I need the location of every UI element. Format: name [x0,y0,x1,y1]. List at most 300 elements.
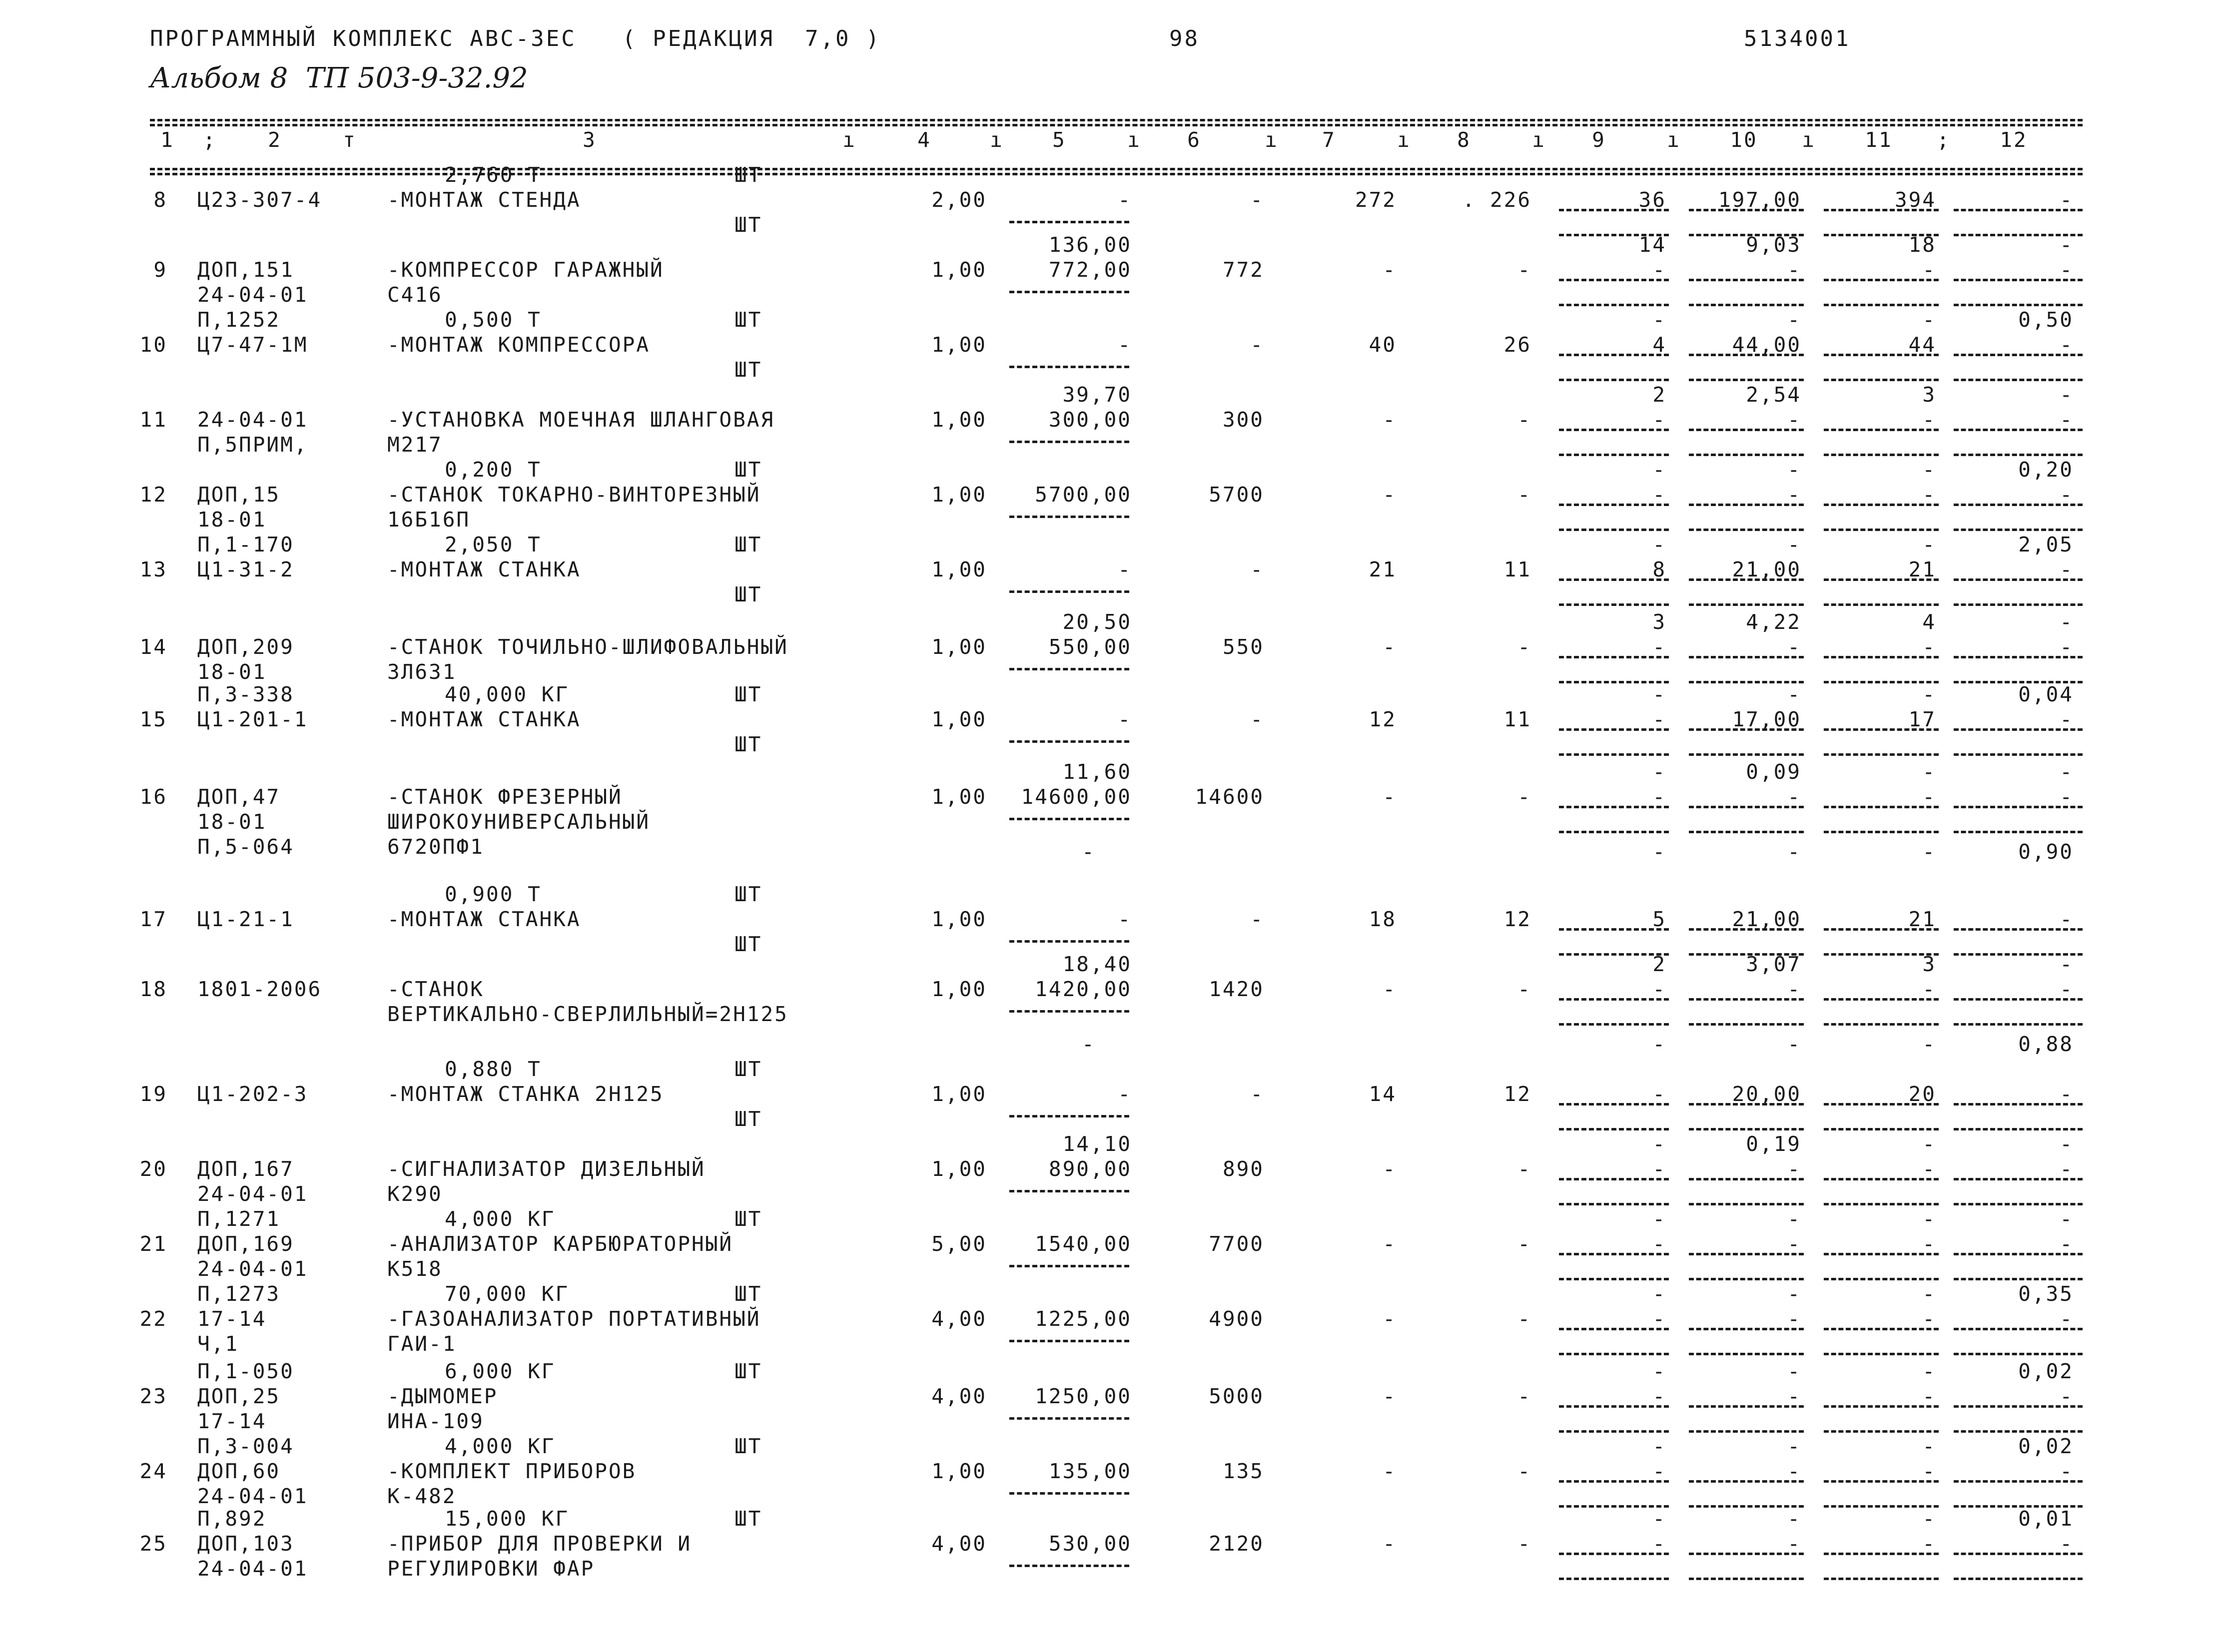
value-col7: - [1383,1459,1397,1483]
norm-code: ДОП,47 [197,785,281,809]
unit-label: ШТ [735,358,762,382]
cell-underline [1824,379,1939,381]
row-number: 18 [139,977,167,1001]
norm-code: Ц1-31-2 [197,557,294,581]
cell-underline [1689,529,1804,531]
value-col9: - [1652,707,1666,731]
cell-underline [1954,1103,2083,1105]
aux-top-value: - [1787,1434,1801,1458]
quantity: 5,00 [931,1232,987,1256]
row-pre-value: 6,000 КГ [445,1359,556,1383]
cell-underline [1824,656,1939,658]
aux-top-value: - [1652,1507,1666,1531]
cell-underline [1824,753,1939,756]
norm-code: 24-04-01 [197,283,308,307]
value-col11: 44 [1908,333,1936,357]
total-cost: - [1250,707,1264,731]
value-col11: - [1922,1157,1936,1181]
cell-underline [1954,1203,2083,1205]
value-col11: 394 [1894,188,1936,212]
cell-underline [1954,1553,2083,1555]
unit-label: ШТ [735,1359,762,1383]
value-col10: - [1787,408,1801,432]
unit-label: ШТ [735,1207,762,1231]
value-col12: - [2060,483,2074,507]
value-col10: - [1787,635,1801,659]
cell-underline [1824,728,1939,731]
cell-underline [1559,454,1669,456]
column-header-8: 8 [1457,128,1471,152]
cell-underline [1559,831,1669,833]
unit-label: ШТ [735,308,762,332]
cell-underline [1689,1480,1804,1483]
aux-top-value: - [1787,1507,1801,1531]
cell-underline [1824,1178,1939,1180]
cell-underline [1689,831,1804,833]
norm-code: ДОП,167 [197,1157,294,1181]
norm-code: Ц23-307-4 [197,188,322,212]
aux-top-value: 0,02 [2018,1434,2074,1458]
aux-top-value: - [1787,1359,1801,1383]
cell-underline [1954,429,2083,431]
aux-top-value: - [1652,458,1666,482]
page-number: 98 [1169,26,1200,51]
aux-top-value: - [2060,233,2074,257]
value-col11: 21 [1908,557,1936,581]
aux-top-value: - [2060,1132,2074,1156]
aux-top-value: - [1787,1282,1801,1306]
item-name: -МОНТАЖ СТЕНДА [387,188,581,212]
row-number: 15 [139,707,167,731]
value-col8: - [1517,1307,1531,1331]
aux-top-value: 18 [1908,233,1936,257]
price-placeholder: - [1082,1032,1096,1056]
cell-underline [1954,279,2083,281]
aux-top-value: - [1787,533,1801,556]
aux-top-value: 2 [1652,952,1666,976]
row-pre-value: 11,60 [1062,760,1132,784]
cell-underline [1824,1430,1939,1433]
cell-underline [1689,429,1804,431]
cell-underline [1824,209,1939,211]
column-header-10: 10 [1730,128,1758,152]
value-col12: - [2060,1307,2074,1331]
row-number: 10 [139,333,167,357]
value-col7: - [1383,1532,1397,1556]
row-pre-value: 18,40 [1062,952,1132,976]
cell-underline [1824,1578,1939,1580]
cell-underline [1689,1328,1804,1330]
value-col9: 5 [1652,907,1666,931]
norm-code: 24-04-01 [197,1257,308,1281]
value-col11: - [1922,408,1936,432]
row-pre-value: 136,00 [1048,233,1132,257]
row-pre-value: 14,10 [1062,1132,1132,1156]
cell-underline [1689,578,1804,581]
item-name: -СТАНОК ТОКАРНО-ВИНТОРЕЗНЫЙ [387,483,761,507]
price-underline [1009,221,1129,223]
cell-underline [1689,1103,1804,1105]
norm-code: 24-04-01 [197,1182,308,1206]
item-name: М217 [387,433,443,457]
norm-code: Ц1-201-1 [197,707,308,731]
cell-underline [1954,1023,2083,1026]
cell-underline [1954,209,2083,211]
value-col8: . 226 [1462,188,1531,212]
price-underline [1009,366,1129,368]
cell-underline [1824,1353,1939,1355]
column-header-3: 3 [583,128,597,152]
unit-label: ШТ [735,732,762,756]
cell-underline [1954,1353,2083,1355]
value-col11: - [1922,1384,1936,1408]
norm-code: ДОП,169 [197,1232,294,1256]
row-number: 12 [139,483,167,507]
total-cost: 5000 [1209,1384,1264,1408]
norm-code: 24-04-01 [197,408,308,432]
cell-underline [1824,354,1939,356]
norm-code: Ц1-21-1 [197,907,294,931]
cell-underline [1824,304,1939,306]
unit-label: ШТ [735,1507,762,1531]
value-col7: - [1383,1307,1397,1331]
value-col10: 44,00 [1732,333,1801,357]
norm-code: П,1273 [197,1282,281,1306]
aux-top-value: - [1787,458,1801,482]
value-col9: 8 [1652,557,1666,581]
value-col12: - [2060,635,2074,659]
aux-top-value: 3 [1652,610,1666,634]
norm-code: П,5-064 [197,835,294,859]
cell-underline [1824,603,1939,606]
quantity: 1,00 [931,408,987,432]
cell-underline [1954,578,2083,581]
item-name: -СИГНАЛИЗАТОР ДИЗЕЛЬНЫЙ [387,1157,706,1181]
price-underline [1009,291,1129,293]
value-col10: - [1787,483,1801,507]
cell-underline [1689,504,1804,506]
cell-underline [1689,1578,1804,1580]
aux-top-value: 2,05 [2018,533,2074,556]
quantity: 1,00 [931,1459,987,1483]
cell-underline [1824,279,1939,281]
row-pre-value: 4,000 КГ [445,1434,556,1458]
row-number: 23 [139,1384,167,1408]
cell-underline [1954,454,2083,456]
value-col8: - [1517,258,1531,282]
item-name: -ДЫМОМЕР [387,1384,498,1408]
item-name: -МОНТАЖ СТАНКА [387,907,581,931]
item-name: ГАИ-1 [387,1332,457,1356]
quantity: 1,00 [931,557,987,581]
total-cost: 890 [1222,1157,1264,1181]
value-col10: 21,00 [1732,557,1801,581]
row-pre-value: 70,000 КГ [445,1282,570,1306]
item-name: К518 [387,1257,443,1281]
aux-top-value: - [1922,1434,1936,1458]
norm-code: П,3-004 [197,1434,294,1458]
value-col12: - [2060,1384,2074,1408]
value-col7: - [1383,483,1397,507]
quantity: 1,00 [931,707,987,731]
cell-underline [1689,753,1804,756]
item-name: 3Л631 [387,660,457,684]
cell-underline [1689,1178,1804,1180]
quantity: 1,00 [931,977,987,1001]
unit-label: ШТ [735,533,762,556]
cell-underline [1559,603,1669,606]
value-col8: 11 [1503,707,1531,731]
aux-top-value: - [1922,1359,1936,1383]
row-pre-value: 4,000 КГ [445,1207,556,1231]
value-col8: - [1517,1232,1531,1256]
cell-underline [1954,1253,2083,1255]
cell-underline [1689,1128,1804,1130]
item-name: -МОНТАЖ КОМПРЕССОРА [387,333,650,357]
value-col9: - [1652,258,1666,282]
aux-top-value: 0,09 [1746,760,1801,784]
aux-top-value: - [1652,1359,1666,1383]
value-col8: - [1517,1459,1531,1483]
item-name: ИНА-109 [387,1409,484,1433]
cell-underline [1824,1328,1939,1330]
value-col9: 36 [1638,188,1666,212]
cell-underline [1559,998,1669,1001]
norm-code: П,1-050 [197,1359,294,1383]
row-pre-value: 2,760 Т [445,163,542,187]
unit-price: - [1118,707,1132,731]
aux-top-value: - [1922,760,1936,784]
column-separator: ; [1937,128,1951,152]
aux-bottom-value: - [1787,1032,1801,1056]
quantity: 1,00 [931,333,987,357]
item-name: -ПРИБОР ДЛЯ ПРОВЕРКИ И [387,1532,692,1556]
norm-code: 18-01 [197,660,267,684]
norm-code: ДОП,60 [197,1459,281,1483]
value-col7: - [1383,977,1397,1001]
value-col7: - [1383,408,1397,432]
aux-bottom-value: - [1787,840,1801,864]
cell-underline [1824,429,1939,431]
item-name: 16Б16П [387,508,471,532]
value-col10: - [1787,258,1801,282]
column-header-2: 2 [268,128,282,152]
price-underline [1009,516,1129,518]
row-pre-value: 0,880 Т [445,1057,542,1081]
value-col8: - [1517,785,1531,809]
value-col7: 40 [1369,333,1397,357]
row-pre-value: 15,000 КГ [445,1507,570,1531]
cell-underline [1954,928,2083,931]
aux-top-value: 0,01 [2018,1507,2074,1531]
cell-underline [1559,1103,1669,1105]
cell-underline [1954,304,2083,306]
unit-price: - [1118,333,1132,357]
item-name: -МОНТАЖ СТАНКА [387,557,581,581]
item-name: -СТАНОК [387,977,484,1001]
aux-top-value: - [1652,682,1666,706]
value-col12: - [2060,1459,2074,1483]
unit-label: ШТ [735,882,762,906]
aux-bottom-value: - [1652,840,1666,864]
total-cost: 14600 [1195,785,1264,809]
cell-underline [1824,1103,1939,1105]
item-name: -СТАНОК ФРЕЗЕРНЫЙ [387,785,623,809]
cell-underline [1559,578,1669,581]
norm-code: ДОП,209 [197,635,294,659]
aux-top-value: - [1652,1132,1666,1156]
aux-top-value: 0,20 [2018,458,2074,482]
cell-underline [1559,1128,1669,1130]
unit-price: 550,00 [1048,635,1132,659]
column-separator: ı [1265,128,1279,152]
norm-code: 24-04-01 [197,1557,308,1581]
total-cost: 135 [1222,1459,1264,1483]
norm-code: 1801-2006 [197,977,322,1001]
total-cost: - [1250,188,1264,212]
unit-price: 1540,00 [1035,1232,1132,1256]
unit-price: 1225,00 [1035,1307,1132,1331]
row-pre-value: 0,500 Т [445,308,542,332]
value-col7: 18 [1369,907,1397,931]
value-col8: - [1517,977,1531,1001]
row-number: 24 [139,1459,167,1483]
cell-underline [1689,928,1804,931]
cell-underline [1559,1578,1669,1580]
cell-underline [1559,1203,1669,1205]
unit-label: ШТ [735,458,762,482]
cell-underline [1559,504,1669,506]
price-underline [1009,1565,1129,1567]
column-separator: ı [1127,128,1141,152]
cell-underline [1559,429,1669,431]
value-col11: - [1922,1232,1936,1256]
document-code: 5134001 [1744,26,1851,51]
total-cost: - [1250,907,1264,931]
value-col7: 21 [1369,557,1397,581]
value-col10: 20,00 [1732,1082,1801,1106]
value-col7: - [1383,635,1397,659]
value-col10: - [1787,1459,1801,1483]
row-number: 14 [139,635,167,659]
cell-underline [1559,1253,1669,1255]
value-col7: - [1383,258,1397,282]
value-col10: - [1787,785,1801,809]
cell-underline [1559,279,1669,281]
cell-underline [1824,1480,1939,1483]
cell-underline [1824,578,1939,581]
cell-underline [1824,1203,1939,1205]
price-underline [1009,1265,1129,1267]
total-cost: 7700 [1209,1232,1264,1256]
value-col10: 197,00 [1718,188,1801,212]
norm-code: 18-01 [197,810,267,834]
aux-top-value: - [2060,760,2074,784]
price-underline [1009,1492,1129,1495]
value-col9: - [1652,1459,1666,1483]
cell-underline [1954,656,2083,658]
aux-top-value: 3 [1922,952,1936,976]
value-col7: 272 [1355,188,1397,212]
value-col7: 12 [1369,707,1397,731]
cell-underline [1954,1405,2083,1408]
cell-underline [1824,1278,1939,1280]
price-underline [1009,441,1129,443]
aux-top-value: - [1652,1434,1666,1458]
row-number: 8 [153,188,167,212]
value-col9: - [1652,1157,1666,1181]
aux-top-value: - [2060,1207,2074,1231]
row-pre-value: 0,900 Т [445,882,542,906]
column-header-1: 1 [160,128,174,152]
item-name: -АНАЛИЗАТОР КАРБЮРАТОРНЫЙ [387,1232,734,1256]
quantity: 1,00 [931,785,987,809]
value-col8: - [1517,1157,1531,1181]
item-name: -МОНТАЖ СТАНКА 2Н125 [387,1082,664,1106]
norm-code: 17-14 [197,1409,267,1433]
cell-underline [1689,656,1804,658]
value-col12: - [2060,408,2074,432]
value-col11: - [1922,483,1936,507]
value-col8: - [1517,1384,1531,1408]
value-col8: 26 [1503,333,1531,357]
norm-code: П,1271 [197,1207,281,1231]
value-col12: - [2060,907,2074,931]
cell-underline [1824,1128,1939,1130]
total-cost: 2120 [1209,1532,1264,1556]
aux-bottom-value: - [1922,1032,1936,1056]
cell-underline [1824,806,1939,808]
item-name: С416 [387,283,443,307]
value-col10: - [1787,1532,1801,1556]
value-col12: - [2060,333,2074,357]
value-col12: - [2060,1082,2074,1106]
aux-bottom-value: - [1652,1032,1666,1056]
column-separator: ı [1397,128,1411,152]
row-pre-value: 20,50 [1062,610,1132,634]
unit-label: ШТ [735,1107,762,1131]
norm-code: ДОП,25 [197,1384,281,1408]
value-col9: - [1652,1307,1666,1331]
item-name: ШИРОКОУНИВЕРСАЛЬНЫЙ [387,810,650,834]
column-header-4: 4 [917,128,931,152]
cell-underline [1559,656,1669,658]
header-bottom-rule-2 [150,173,2083,175]
cell-underline [1954,728,2083,731]
row-number: 11 [139,408,167,432]
price-underline [1009,1340,1129,1342]
cell-underline [1954,379,2083,381]
cell-underline [1559,928,1669,931]
cell-underline [1559,304,1669,306]
cell-underline [1559,354,1669,356]
value-col9: - [1652,977,1666,1001]
cell-underline [1689,998,1804,1001]
value-col12: - [2060,258,2074,282]
cell-underline [1954,529,2083,531]
column-separator: ; [203,128,217,152]
column-header-5: 5 [1052,128,1066,152]
value-col10: 21,00 [1732,907,1801,931]
cell-underline [1559,1553,1669,1555]
item-name: РЕГУЛИРОВКИ ФАР [387,1557,595,1581]
norm-code: Ч,1 [197,1332,239,1356]
value-col9: - [1652,483,1666,507]
row-number: 22 [139,1307,167,1331]
cell-underline [1689,1253,1804,1255]
norm-code: Ц1-202-3 [197,1082,308,1106]
cell-underline [1954,354,2083,356]
